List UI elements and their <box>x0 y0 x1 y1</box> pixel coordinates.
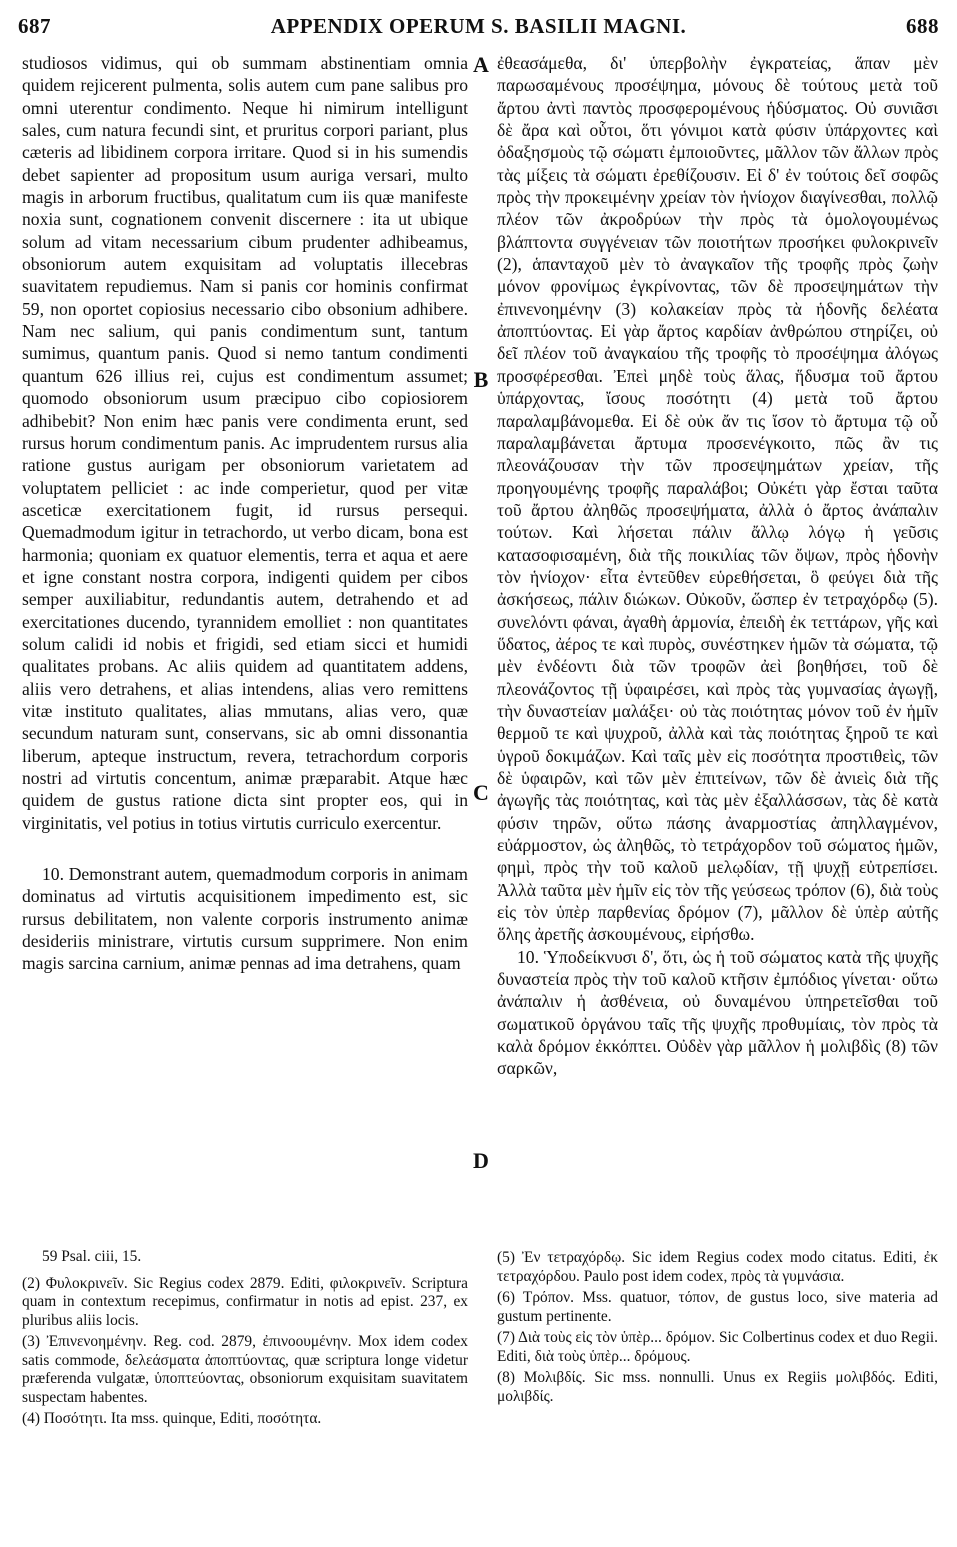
page-header <box>18 14 939 44</box>
latin-paragraph-2: 10. Demonstrant autem, quemadmodum corporis in animam dominatus ad virtutis acquisitionem impedimento est, sic rursus debilitatem, non valente corporis instrumento animæ desideriis ministrare, virtutis cursum supprimere. Non enim magis sarcina carnium, animæ pennas ad ima detrahens, quam <box>22 864 468 974</box>
running-title: APPENDIX OPERUM S. BASILII MAGNI. <box>270 14 687 38</box>
footnote-6: (6) Τρόπον. Mss. quatuor, τόπον, de gustus loco, sive materia ad gustum pertinente. <box>497 1289 938 1325</box>
latin-column <box>22 52 468 975</box>
greek-paragraph-1: ἐθεασάμεθα, δι' ὑπερβολὴν ἐγκρατείας, ἅπαν μὲν παρωσαμένους προσέψημα, μόνους δὲ τούτους μετὰ τοῦ ἄρτου ἀντὶ παντὸς προσφερομένους ἡδύσματος. Οὐ συνιᾶσι δὲ ἄρα καὶ οὗτοι, ὅτι γόνιμοι κατὰ φύσιν ὑπάρχοντες καὶ ὀδαξησμοὺς τῷ σώματι ἐμποιοῦντες, μᾶλλον τῶν ἄλλων πρὸς τὰς μίξεις τὰ σώματι ἐρεθίζουσιν. Εἰ δ' ἐν τούτοις δεῖ σοφῶς πρὸς τὴν προκειμένην χρείαν τὸν ἡνίοχον διαγίνεσθαι, πολλῷ πλέον τῶν ἀκροδρύων τὴν πρὸς τὰ ὁμολογουμένως βλάπτοντα συγγένειαν τῶν ποιοτήτων προσήκει φυλοκρινεῖν (2), ἁπανταχοῦ μὲν τὸ ἀναγκαῖον τῆς τροφῆς πρὸς ζωὴν μόνον φρονίμως ἐγκρίνοντας, τῶν δὲ προσεψημάτων τὴν ἐπινενοημένην (3) κολακείαν πρὸς τὰ ἡδονῆς δελέατα ἀποπτύοντας. Εἰ γὰρ ἄρτος καρδίαν ἀνθρώπου στηρίζει, οὐ δεῖ πλέον τοῦ ἀναγκαίου τῆς τροφῆς τὸ προσέψημα ἀλόγως προσφέρεσθαι. Ἐπεὶ μηδὲ τοὺς ἅλας, ἥδυσμα τοῦ ἄρτου ὑπάρχοντας, ἴσους ποσότητι (4) μετὰ τοῦ ἄρτου παραλαμβάνομεθα. Εἰ δὲ οὐκ ἄν τις ἴσον τὸ ἄρτυμα τῷ οὗ παραλαμβάνεται ἄρτυμα προσενέγκοιτο, πῶς ἂν τις πλεονάζουσαν τὴν τῶν προσεψημάτων χρείαν, τῆς προηγουμένης τροφῆς παραλάβοι; Οὐκέτι γὰρ ἔσται ταῦτα τοῦ ἄρτου ἀληθῶς προσεψήματα, ἀλλὰ ὁ ἄρτος ἀνάπαλιν τούτων. Καὶ λήσεται πάλιν ἄλλῳ λόγῳ ἡ γεῦσις κατασοφισαμένη, διὰ τῆς ποικιλίας τῶν ὄψων, πρὸς ἡδονὴν τὸν ἡνίοχον· εἶτα ἐντεῦθεν εὑρεθήσεται, ὃ φεύγει διὰ τῆς ἀσκήσεως, πάλιν διώκων. Οὐκοῦν, ὥσπερ ἐν τετραχόρδῳ (5). συνελόντι φάναι, ἀγαθὴ ἁρμονία, ἐπειδὴ ἐκ τεττάρων, γῆς καὶ ὕδατος, ἀέρος τε καὶ πυρὸς, συνέστηκεν ἡμῶν τὰ σώματα, τῷ μὲν ἐνδέοντι διὰ τῶν τροφῶν ἀεὶ βοηθήσει, τοῦ δὲ πλεονάζοντος τῇ ὑφαιρέσει, καὶ πρὸς τὰς γυμνασίας ἀγωγῇ, τὴν δυναστείαν μαλάξει· οὐ τὰς ποιότητας μόνον τοῦ ἐν ἡμῖν θερμοῦ τε καὶ ψυχροῦ, ἀλλὰ καὶ τὰς ποιότητας ξηροῦ τε καὶ ὑγροῦ δοκιμάζων. Καὶ ταῖς μὲν εἰς ποσότητα προστιθεὶς, τῶν δὲ ὑφαιρῶν, καὶ τῶν μὲν ἐπιτείνων, τῶν δὲ ἀνιεὶς διὰ τῆς ἀγωγῆς τὰς ποιότητας, καὶ τὰς μὲν ἐξαλλάσσων, τὰς δὲ κατὰ φύσιν τηρῶν, οὕτω πάσης ἀναρμοστίας ἀπηλλαγμένον, εὐάρμοστον, ὡς ἀληθῶς, τὸ τετράχορδον τοῦ σώματος ἡμῶν, φημὶ, πρὸς τὴν τοῦ καλοῦ μελῳδίαν, τῇ ψυχῇ εὐτρεπίσει. Ἀλλὰ ταῦτα μὲν ἡμῖν εἰς τὸν τῆς γεύσεως τρόπον (6), διὰ τοὺς εἰς τὸν ὑπὲρ παρθενίας δρόμον (7), μᾶλλον δὲ ὑπὲρ αὐτῆς ὅλης ἀρετῆς ἀσκουμένους, εἰρήσθω. <box>497 53 938 945</box>
footnotes-left <box>22 1248 468 1432</box>
footnote-8: (8) Μολιβδίς. Sic mss. nonnulli. Unus ex Regiis μολιβδός. Editi, μολιβδίς. <box>497 1369 938 1405</box>
scripture-footnote: 59 Psal. ciii, 15. <box>42 1248 142 1265</box>
section-marker-b: B <box>473 367 489 392</box>
page-number-left: 687 <box>18 14 51 38</box>
section-marker-d: D <box>473 1148 489 1173</box>
footnote-4: (4) Ποσότητι. Ita mss. quinque, Editi, ποσότητα. <box>22 1410 322 1427</box>
greek-paragraph-2: 10. Ὑποδείκνυσι δ', ὅτι, ὡς ἡ τοῦ σώματος κατὰ τῆς ψυχῆς δυναστεία πρὸς τὴν τοῦ καλοῦ κτῆσιν ἐμπόδιος γίνεται· οὕτω ἀνάπαλιν ἡ ἀσθένεια, οὐ δυναμένου ὑπηρετεῖσθαι τοῦ σωματικοῦ ὀργάνου ταῖς τῆς ψυχῆς προθυμίαις, τὸν πρὸς τὰ καλὰ δρόμον ἐκκόπτει. Οὐδὲν γὰρ μᾶλλον ἡ μολιβδὶς (8) τῶν σαρκῶν, <box>497 946 938 1079</box>
section-marker-c: C <box>473 780 489 805</box>
footnote-7: (7) Διὰ τοὺς εἰς τὸν ὑπὲρ... δρόμον. Sic Colbertinus codex et duo Regii. Editi, διὰ τοὺς ὑπὲρ... δρόμους. <box>497 1329 938 1365</box>
greek-column <box>497 52 938 1080</box>
section-marker-a: A <box>473 52 489 77</box>
page-number-right: 688 <box>906 14 939 38</box>
footnote-3: (3) Ἐπινενοημένην. Reg. cod. 2879, ἐπινοουμένην. Mox idem codex satis commode, δελεάσματα ἀποπτύοντας, quæ scriptura longe videtur præferenda vulgatæ, ὑποπτεύοντας, obsoniorum exquisitam suavitatem suspectam habentes. <box>22 1333 468 1406</box>
footnote-5: (5) Ἐν τετραχόρδῳ. Sic idem Regius codex modo citatus. Editi, ἐκ τετραχόρδου. Paulo post idem codex, πρὸς τὰ γυμνάσια. <box>497 1249 938 1285</box>
latin-paragraph-1: studiosos vidimus, qui ob summam abstinentiam omnia quidem rejicerent pulmenta, solis autem cum pane salibus pro omni uterentur condimento. Neque hi nimirum intelligunt sales, cum natura fecundi sint, et pruritus corpori pariant, plus cæteris ad libidinem corpora irritare. Quod si in his sumendis debet sapienter ad propositum usum auriga versari, multo magis in arborum fructibus, qualitatum cum iis quæ manifeste noxia sunt, cognationem convenit discernere : ita ut ubique solum ad vitam necessarium cibum prudenter adhibeamus, obsoniorum autem exquisitam ad voluptatis illecebras suavitatem repudiemus. Nam si panis cor hominis confirmat 59, non oportet copiosius necessario cibo obsonium adhibere. Nam nec salium, qui panis condimentum sunt, tantum sumimus, quantum panis. Quod si nemo tantum condimenti quantum 626 illius rei, cujus est condimentum assumet; quomodo obsoniorum usum præcipuo cibo copiosiorem adhibebit? Non enim hæc panis vere condimenta erunt, sed rursus horum condimentum panis. Ac imprudentem rursus alia ratione gustus aurigam per obsoniorum varietatem ad voluptatem pelliciet : ac inde comperietur, quod per vitæ asceticæ exercitationem fugit, id rursus persequi. Quemadmodum igitur in tetrachordo, ut verbo dicam, bona est harmonia; quoniam ex quatuor elementis, terra et aqua et aere et igne constant nostra corpora, indigenti quidem per cibos semper auxiliabitur, redundantis autem, detrahendo et ad exercitationes ducendo, tyrannidem emolliet : non quantitates solum calidi id nobis et frigidi, sed etiam sicci et humidi qualitates probans. Ac aliis quidem ad quantitatem addens, aliis vero detrahens, et alias intendens, alias vero remittens vitæ instituto qualitates, alias mmutans, alias vero, quæ secundum naturam sunt, conservans, sic ab omni dissonantia liberum, apteque instructum, revera, tetrachordum corporis nostri ad virtutis concentum, animæ præparabit. Atque hæc quidem de gustus ratione dicta sint propter eos, qui in virginitatis, vel potius in totius virtutis curriculo exercentur. <box>22 53 468 833</box>
footnotes-right <box>497 1249 938 1409</box>
footnote-2: (2) Φυλοκρινεῖν. Sic Regius codex 2879. Editi, φιλοκρινεῖν. Scriptura quam in contextum recepimus, confirmatur in notis ad epist. 237, ex pluribus aliis locis. <box>22 1274 468 1329</box>
